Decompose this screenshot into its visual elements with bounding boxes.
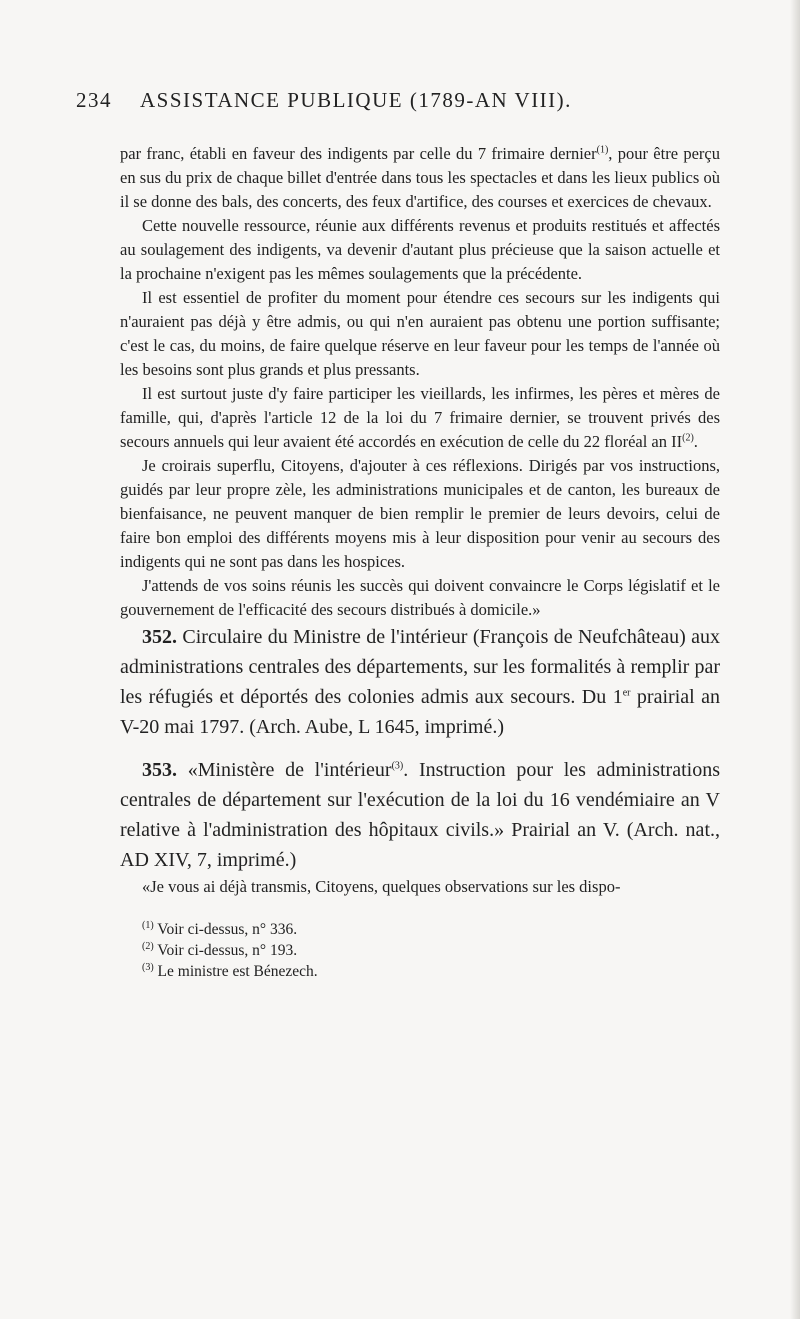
section-heading-text: . Instruction pour les administrations centrales de département sur l'exécution de la loi du 16 vendémiaire an V relative à l'administration des hôpitaux civils.» Prairial an V. (Arch. nat., AD XIV, 7, imprimé.) [120, 759, 720, 871]
paragraph: Cette nouvelle ressource, réunie aux différents revenus et produits restitués et affectés au soulagement des indigents, va devenir d'autant plus précieuse que la saison actuelle et la prochaine n'exigent pas les mêmes soulagements que la précédente. [120, 216, 720, 283]
footnote [120, 919, 720, 940]
paragraph-text: Il est surtout juste d'y faire participer les vieillards, les infirmes, les pères et mères de famille, qui, d'après l'article 12 de la loi du 7 frimaire dernier, se trouvent privés des secours annuels qui leur avaient été accordés en exécution de celle du 22 floréal an II [120, 384, 720, 451]
paragraph [120, 382, 720, 454]
running-header [76, 88, 726, 113]
paragraph-text: par franc, établi en faveur des indigents par celle du 7 frimaire dernier [120, 144, 597, 163]
page-number: 234 [76, 88, 112, 112]
paragraph: Je croirais superflu, Citoyens, d'ajouter à ces réflexions. Dirigés par vos instructions, guidés par leur propre zèle, les administrations municipales et de canton, les bureaux de bienfaisance, ne peuvent manquer de bien remplir le premier de leurs devoirs, celui de faire bon emploi des différents moyens mis à leur disposition pour venir au secours des indigents qui ne sont pas dans les hospices. [120, 456, 720, 571]
footnote-ref[interactable]: (2) [682, 432, 694, 444]
footnote [120, 961, 720, 982]
paragraph-text: . [693, 432, 698, 451]
footnotes [120, 919, 720, 982]
paragraph-continued [120, 142, 720, 214]
footnote-mark: (2) [142, 940, 154, 952]
superscript: er [622, 687, 631, 699]
section-352 [120, 622, 720, 742]
footnote-text: Voir ci-dessus, n° 336. [157, 921, 298, 938]
section-heading-text: «Ministère de l'intérieur [187, 759, 392, 781]
footnote [120, 940, 720, 961]
paragraph: Il est essentiel de profiter du moment pour étendre ces secours sur les indigents qui n'auraient pas déjà y être admis, ou qui n'en auraient pas obtenu une portion suffisante; c'est le cas, du moins, de faire quelque réserve en leur faveur pour les temps de l'année où les besoins sont plus grands et plus pressants. [120, 288, 720, 379]
page-edge-shadow [790, 0, 800, 1319]
running-title: ASSISTANCE PUBLIQUE (1789-AN VIII). [140, 88, 572, 112]
footnote-ref[interactable]: (3) [391, 760, 404, 772]
footnote-ref[interactable]: (1) [596, 144, 609, 156]
section-number: 352. [142, 626, 177, 648]
footnote-text: Voir ci-dessus, n° 193. [157, 942, 298, 959]
section-heading-text: prairial an V-20 mai 1797. (Arch. Aube, L 1645, imprimé.) [120, 686, 721, 738]
section-number: 353. [142, 759, 177, 781]
footnote-mark: (3) [142, 961, 154, 973]
section-353 [120, 755, 720, 875]
paragraph-text: , pour être perçu en sus du prix de chaque billet d'entrée dans tous les spectacles et dans les lieux publics où il se donne des bals, des concerts, des feux d'artifice, des courses et exercices de chevaux. [120, 144, 720, 211]
footnote-text: Le ministre est Bénezech. [157, 963, 318, 980]
paragraph: J'attends de vos soins réunis les succès qui doivent convaincre le Corps législatif et le gouvernement de l'efficacité des secours distribués à domicile.» [120, 576, 720, 619]
page-body [120, 142, 720, 982]
footnote-mark: (1) [142, 919, 154, 931]
section-heading-text: Circulaire du Ministre de l'intérieur (François de Neufchâteau) aux administrations centrales des départements, sur les formalités à remplir par les réfugiés et déportés des colonies admis aux secours. Du 1 [120, 626, 720, 708]
quote-opening-line: «Je vous ai déjà transmis, Citoyens, quelques observations sur les dispo- [142, 877, 621, 896]
